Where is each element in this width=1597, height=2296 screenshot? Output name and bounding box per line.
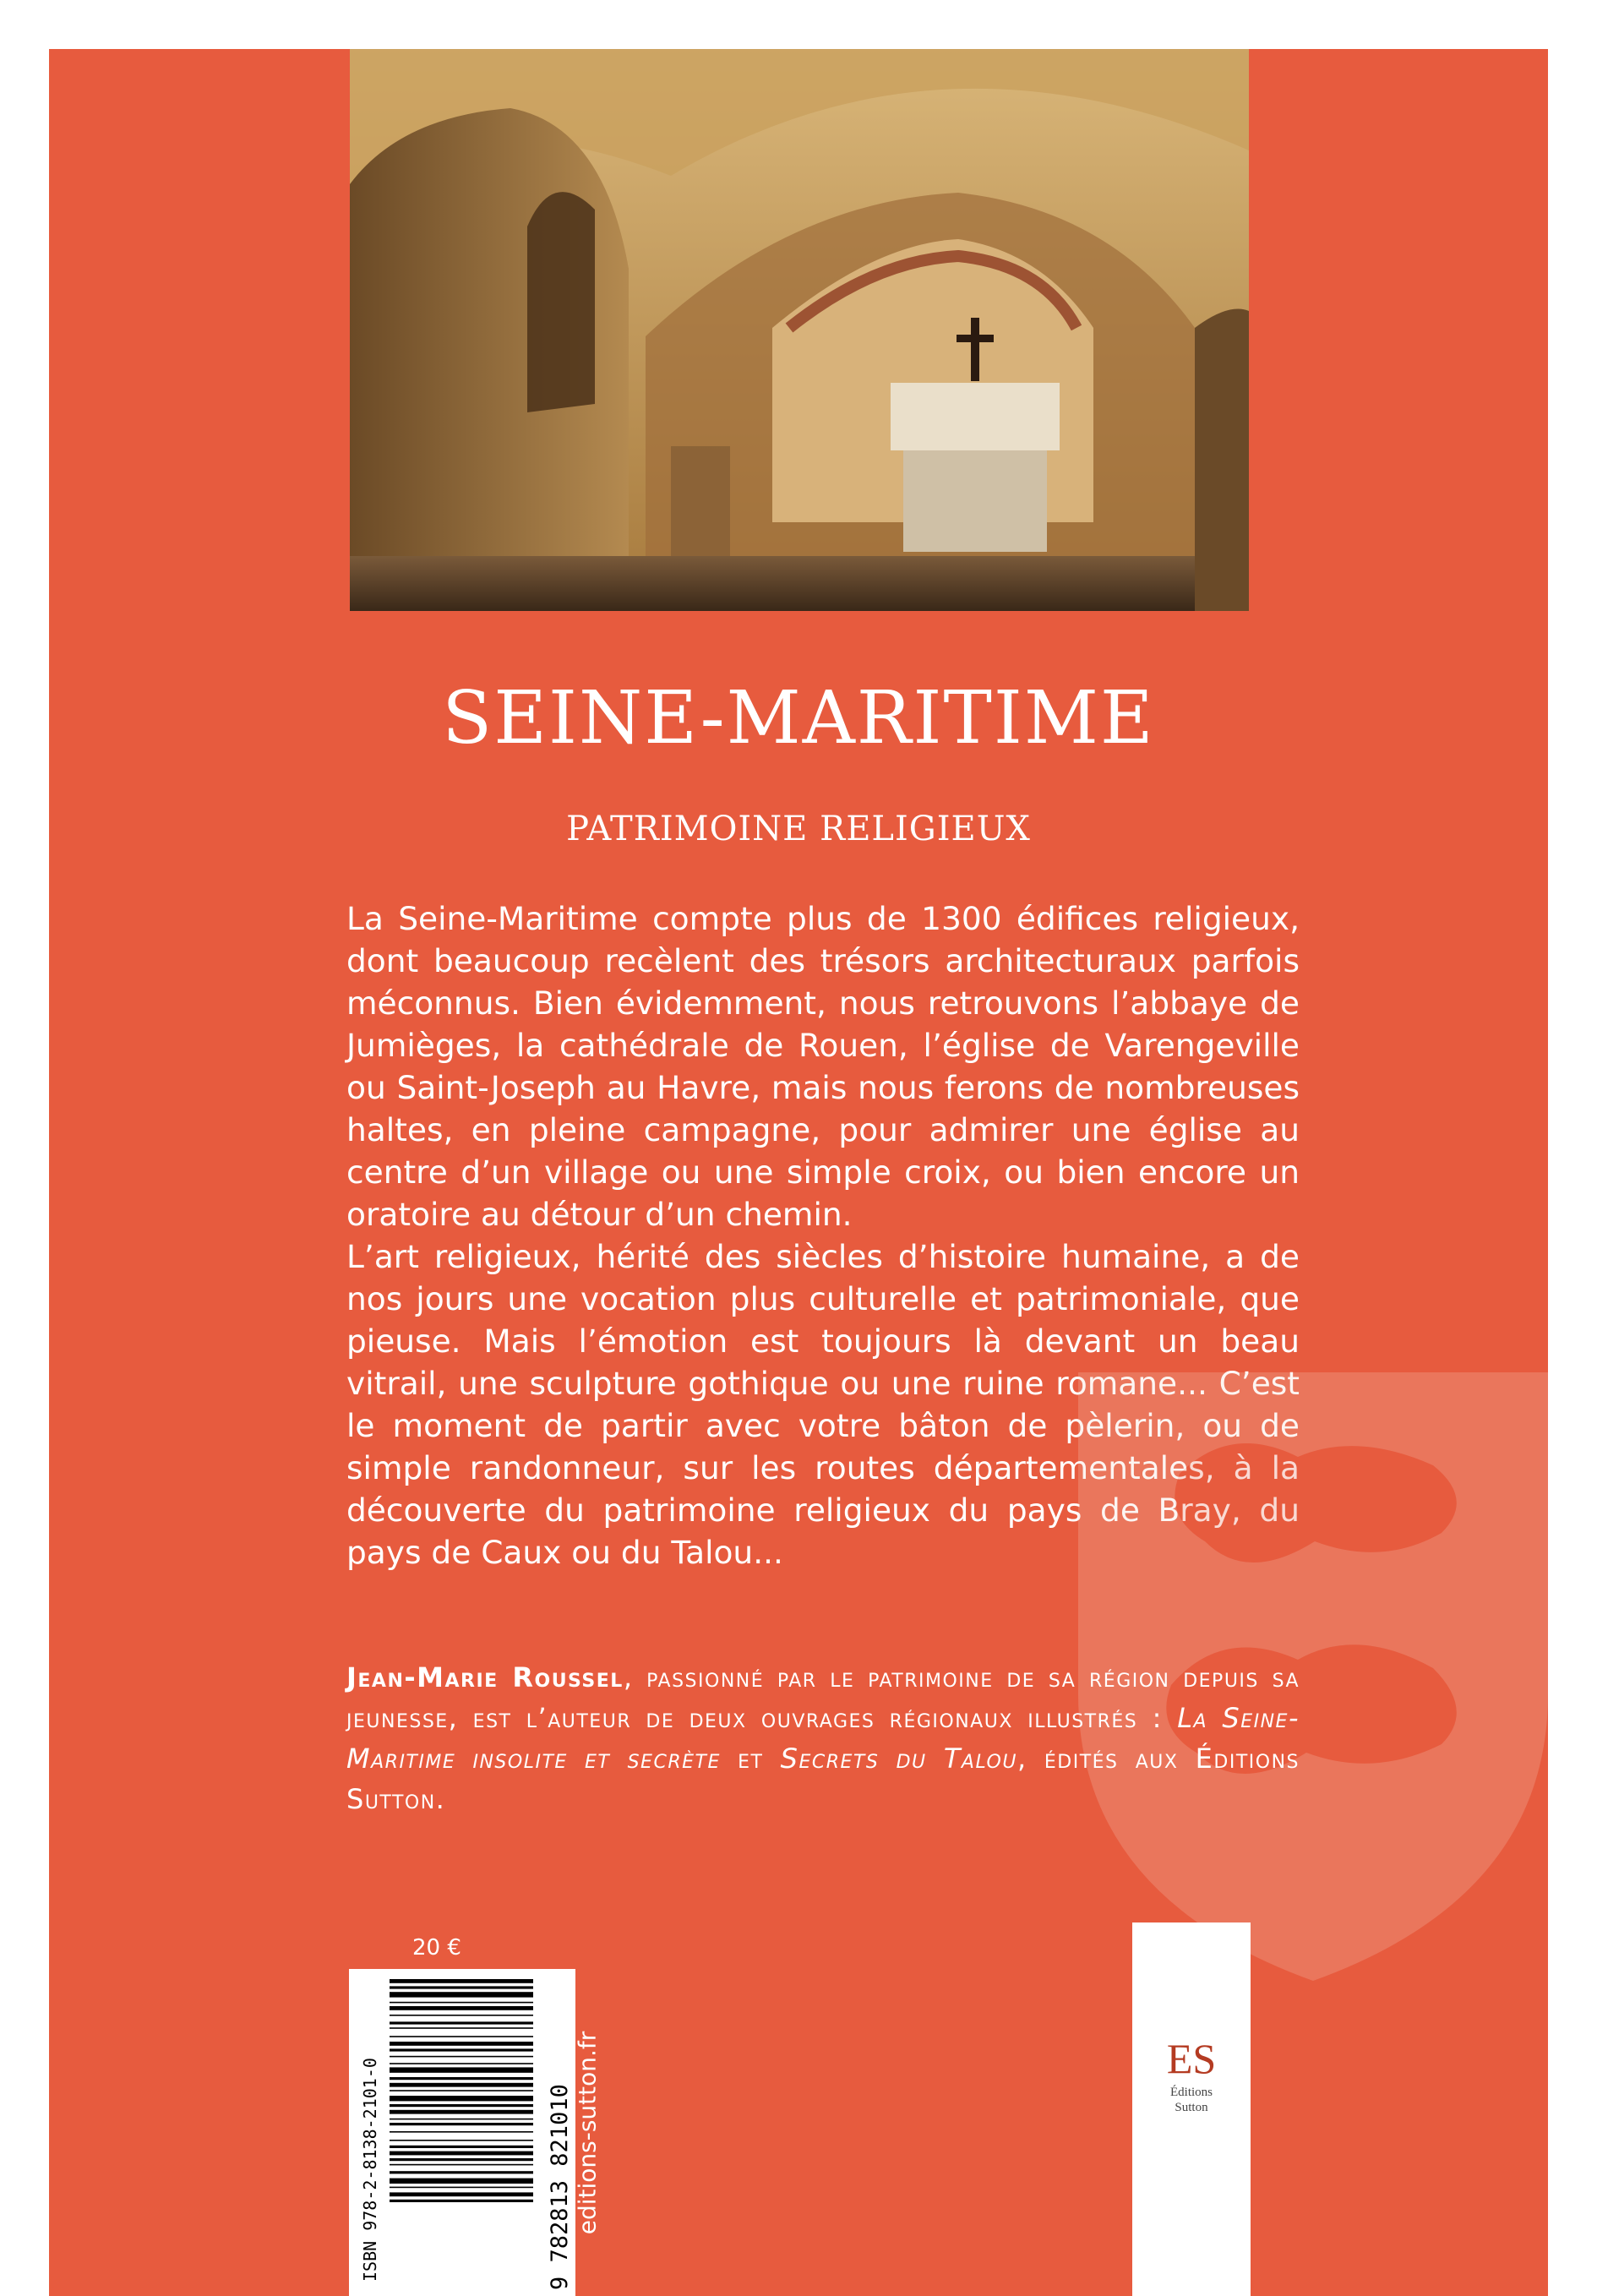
barcode-panel [349,1969,575,2296]
website-text: editions-sutton.fr [573,2031,602,2234]
crypt-illustration [350,49,1249,611]
barcode-bar [390,1979,533,1983]
barcode-bar [390,2151,533,2156]
book-reference: Secrets du Talou [780,1742,1017,1775]
barcode-bar [390,2027,533,2029]
barcode-bar [390,2119,533,2120]
barcode-bar [390,2083,533,2087]
barcode-bars [390,1979,533,2202]
barcode-bar [390,2015,533,2016]
isbn-barcode [349,1969,575,2296]
barcode-bar [390,2104,533,2107]
barcode-bar [390,2171,533,2173]
book-reference: La Seine-Maritime insolite et secrète [346,1702,1300,1775]
barcode-bar [390,2063,533,2064]
barcode-bar [390,2123,533,2125]
barcode-bar [390,1986,533,1988]
barcode-bar [390,2131,533,2133]
publisher-monogram: ES [1166,2035,1217,2082]
ean-digits: 9 782813 821010 [547,2084,573,2290]
barcode-bar [390,2158,533,2161]
barcode-bar [390,2021,533,2024]
publisher-line: Éditions [1169,2086,1213,2099]
barcode-bar [390,2077,533,2080]
description-paragraph: La Seine-Maritime compte plus de 1300 édifices religieux, dont beaucoup recèlent des trésors architecturaux parfois méconnus. Bien évidemment, nous retrouvons l’abbaye de Jumièges, la cathédrale de Rouen, l’église de Varengeville ou Saint-Joseph au Havre, mais nous ferons de nombreuses haltes, en pleine campagne, pour admirer une église au centre d’un village ou une simple croix, ou bien encore un oratoire au détour d’un chemin. [346,900,1300,1233]
book-title: SEINE-MARITIME [442,676,1155,761]
author-bio-text: , édités aux Éditions Sutton. [346,1742,1300,1815]
author-bio-text: , passionné par le patrimoine de sa région depuis sa jeunesse, est l’auteur de deux ouvrages régionaux illustrés : [346,1661,1300,1734]
barcode-bar [390,2006,533,2010]
crypt-photo [350,49,1249,611]
barcode-bar [390,2140,533,2141]
publisher-logo [1132,1922,1251,2296]
barcode-bar [390,2056,533,2058]
book-subtitle: PATRIMOINE RELIGIEUX [566,810,1031,848]
publisher-line: Sutton [1175,2101,1208,2114]
author-bio [346,1657,1300,1819]
barcode-bar [390,2179,533,2184]
barcode-bar [390,2110,533,2114]
back-cover [49,49,1548,2296]
isbn-number: ISBN 978-2-8138-2101-0 [360,2058,380,2282]
barcode-bar [390,2048,533,2051]
barcode-bar [390,2090,533,2091]
author-bio-text: et [720,1742,781,1775]
author-name: Jean-Marie Roussel [346,1661,624,1693]
description-paragraph: L’art religieux, hérité des siècles d’histoire humaine, a de nos jours une vocation plus culturelle et patrimoniale, que pieuse. Mais l’émotion est toujours là devant un beau vitrail, une sculpture gothique ou une ruine romane... C’est le moment de partir avec votre bâton de pèlerin, ou de simple randonneur, sur les routes départementales, à la découverte du patrimoine religieux du pays de Bray, du pays de Caux ou du Talou... [346,1238,1300,1571]
barcode-bar [390,2192,533,2196]
publisher-website[interactable] [562,1969,613,2296]
barcode-bar [390,2067,533,2072]
barcode-bar [390,2042,533,2046]
barcode-bar [390,2146,533,2148]
barcode-bar [390,2164,533,2166]
barcode-bar [390,2096,533,2101]
price-label: 20 € [412,1935,461,1961]
barcode-bar [390,2200,533,2202]
barcode-bar [390,2187,533,2189]
barcode-bar [390,1992,533,1997]
barcode-bar [390,2002,533,2004]
barcode-bar [390,2036,533,2037]
publisher-name [1132,2085,1251,2115]
